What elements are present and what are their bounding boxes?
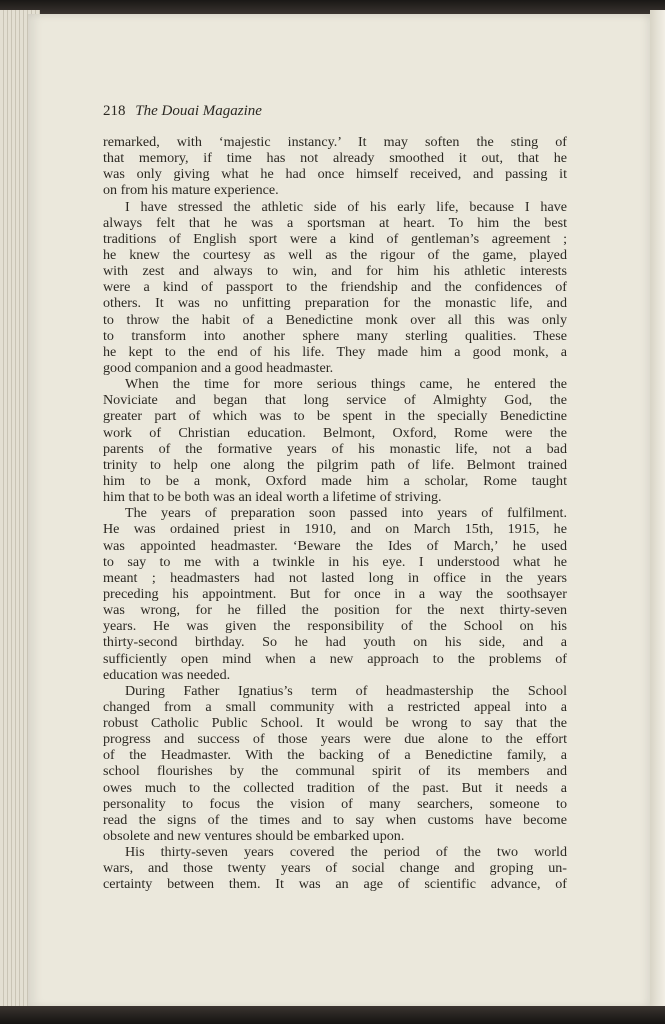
text-line: meant ; headmasters had not lasted long in office in the years [103,569,567,586]
text-line: to say to me with a twinkle in his eye. I understood what he [103,553,567,570]
text-line: progress and success of those years were due alone to the effort [103,731,567,748]
text-line: always felt that he was a sportsman at heart. To him the best [103,214,567,231]
text-line: I have stressed the athletic side of his early life, because I have [125,198,567,215]
text-line: obsolete and new ventures should be embarked upon. [103,828,405,845]
text-line: education was needed. [103,666,231,683]
text-line: was appointed headmaster. ‘Beware the Ides of March,’ he used [103,537,567,554]
text-line: he knew the courtesy as well as the rigour of the game, played [103,246,567,263]
text-line: on from his mature experience. [103,182,279,199]
text-line: to throw the habit of a Benedictine monk over all this was only [103,311,567,328]
text-line: thirty-second birthday. So he had youth on his side, and a [103,634,567,651]
text-line: was only giving what he had once himself received, and passing it [103,166,567,183]
text-line: robust Catholic Public School. It would be wrong to say that the [103,715,567,732]
text-line: traditions of English sport were a kind of gentleman’s agreement ; [103,230,567,247]
text-line: school flourishes by the communal spirit of its members and [103,763,567,780]
background-top-edge [0,0,665,14]
text-line: During Father Ignatius’s term of headmastership the School [125,682,567,699]
text-line: that memory, if time has not already smoothed it out, that he [103,150,567,167]
text-line: changed from a small community with a restricted appeal into a [103,698,567,715]
body-text [103,134,567,893]
text-line: of the Headmaster. With the backing of a Benedictine family, a [103,747,567,764]
text-line: work of Christian education. Belmont, Oxford, Rome were the [103,424,567,441]
text-line: with zest and always to win, and for him his athletic interests [103,263,567,280]
text-line: to transform into another sphere many sterling qualities. These [103,327,567,344]
text-line: remarked, with ‘majestic instancy.’ It may soften the sting of [103,134,567,150]
next-page-edge [650,10,665,1008]
text-line: Noviciate and began that long service of Almighty God, the [103,392,567,409]
text-line: trinity to help one along the pilgrim path of life. Belmont trained [103,456,567,473]
text-line: he kept to the end of his life. They made him a good monk, a [103,343,567,360]
running-header [103,103,262,120]
background-bottom-edge [0,1006,665,1024]
text-line: The years of preparation soon passed into years of fulfilment. [125,505,567,522]
text-line: sufficiently open mind when a new approach to the problems of [103,650,567,667]
text-line: him to be a monk, Oxford made him a scholar, Rome taught [103,472,567,489]
text-line: years. He was given the responsibility of the School on his [103,618,567,635]
text-line: good companion and a good headmaster. [103,359,334,376]
text-line: owes much to the collected tradition of the past. But it needs a [103,779,567,796]
text-line: others. It was no unfitting preparation for the monastic life, and [103,295,567,312]
text-line: read the signs of the times and to say when customs have become [103,811,567,828]
text-line: parents of the formative years of his monastic life, not a bad [103,440,567,457]
text-line: When the time for more serious things came, he entered the [125,376,567,393]
text-line: were a kind of passport to the friendship and the confidences of [103,279,567,296]
text-line: greater part of which was to be spent in the specially Benedictine [103,408,567,425]
running-title: The Douai Magazine [135,103,262,119]
text-line: He was ordained priest in 1910, and on March 15th, 1915, he [103,521,567,538]
text-line: wars, and those twenty years of social change and groping un- [103,860,567,877]
text-line: personality to focus the vision of many searchers, someone to [103,795,567,812]
text-line: certainty between them. It was an age of scientific advance, of [103,876,567,893]
text-line: preceding his appointment. But for once in a way the soothsayer [103,585,567,602]
text-line: was wrong, for he filled the position for the next thirty-seven [103,602,567,619]
text-line: him that to be both was an ideal worth a lifetime of striving. [103,489,442,506]
page-number: 218 [103,103,126,119]
text-line: His thirty-seven years covered the period of the two world [125,844,567,861]
